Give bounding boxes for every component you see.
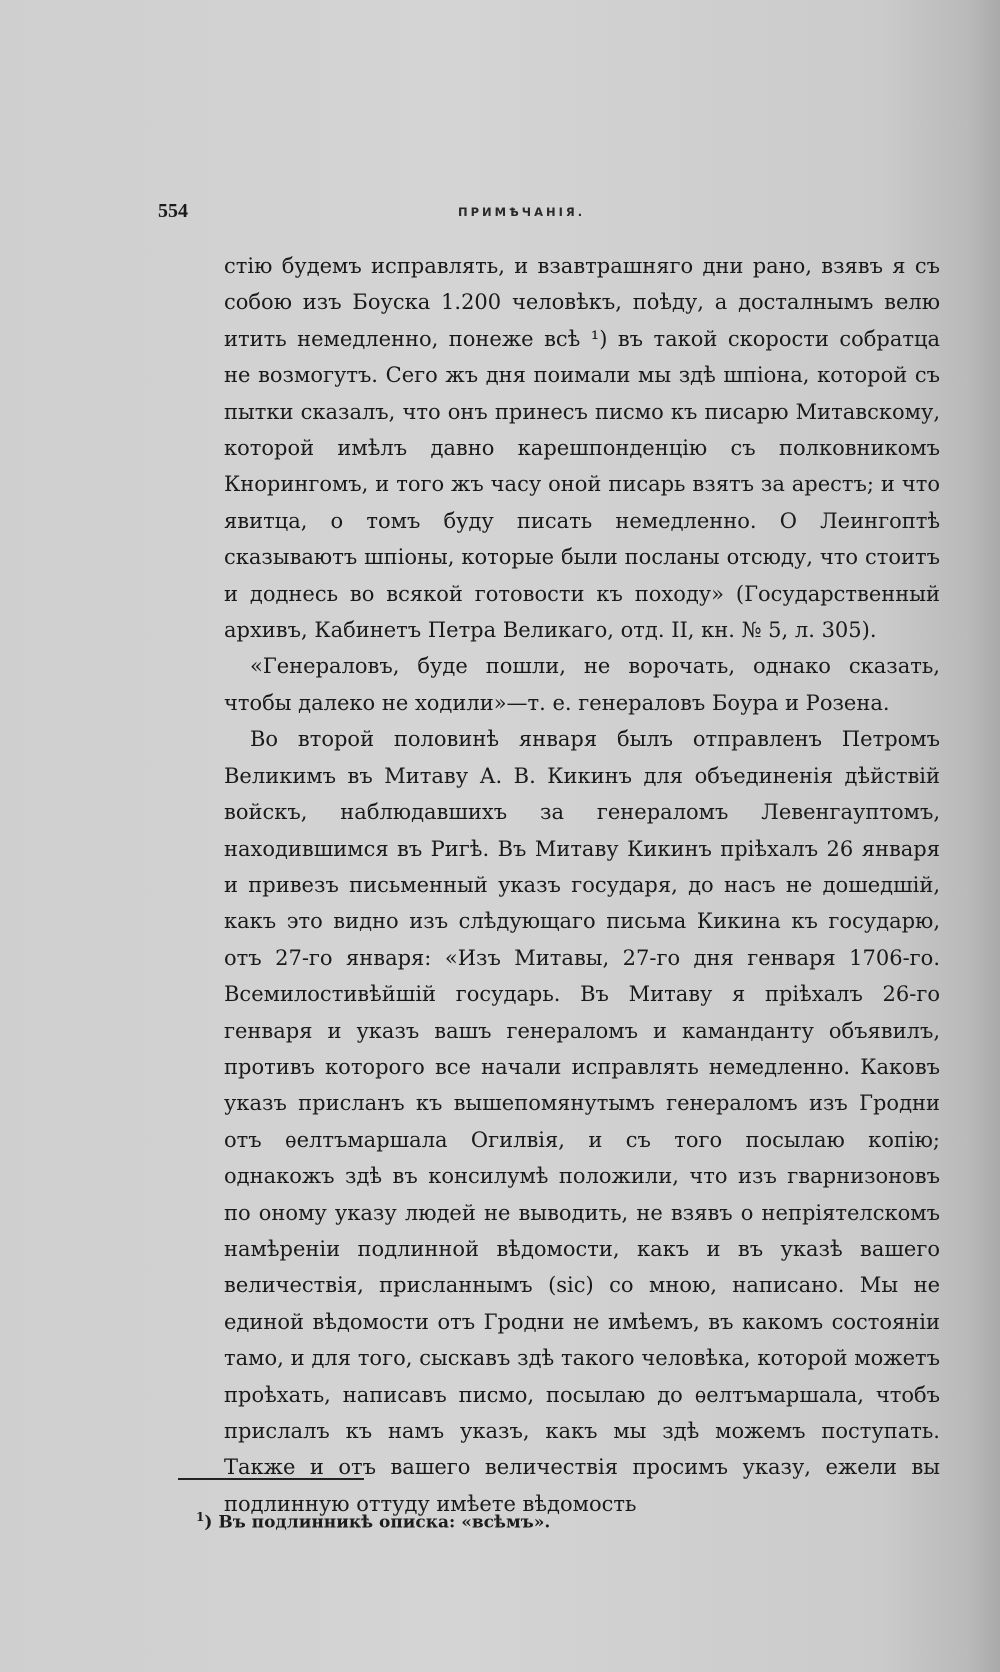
footnote-text: ) Въ подлинникѣ описка: «всѣмъ». [204, 1512, 551, 1533]
page-number: 554 [158, 200, 188, 222]
paragraph-quote: «Генераловъ, буде пошли, не ворочать, однако сказать, чтобы далеко не ходили»—т. е. генераловъ Боура и Розена. [224, 654, 940, 715]
footnote [196, 1510, 896, 1533]
running-head: ПРИМѢЧАНІЯ. [458, 205, 586, 219]
body-text [224, 248, 940, 1522]
footnote-divider [178, 1478, 364, 1480]
page-header [158, 200, 878, 224]
paragraph-continuation: стію будемъ исправлять, и взавтрашняго дни рано, взявъ я съ собою изъ Боуска 1.200 человѣкъ, поѣду, а досталнымъ велю итить немедленно, понеже всѣ ¹) въ такой скорости собратца не возмогутъ. Сего жъ дня поимали мы здѣ шпіона, которой съ пытки сказалъ, что онъ принесъ писмо къ писарю Митавскому, которой имѣлъ давно карешпонденцію съ полковникомъ Кнорингомъ, и того жъ часу оной писарь взятъ за арестъ; и что явитца, о томъ буду писать немедленно. О Леингоптѣ сказываютъ шпіоны, которые были посланы отсюду, что стоитъ и доднесь во всякой готовости къ походу» (Государственный архивъ, Кабинетъ Петра Великаго, отд. II, кн. № 5, л. 305). [224, 254, 940, 643]
paragraph-main: Во второй половинѣ января былъ отправленъ Петромъ Великимъ въ Митаву А. В. Кикинъ для объединенія дѣйствій войскъ, наблюдавшихъ за генераломъ Левенгауптомъ, находившимся въ Ригѣ. Въ Митаву Кикинъ пріѣхалъ 26 января и привезъ письменный указъ государя, до насъ не дошедшій, какъ это видно изъ слѣдующаго письма Кикина къ государю, отъ 27-го января: «Изъ Митавы, 27-го дня генваря 1706-го. Всемилостивѣйшій государь. Въ Митаву я пріѣхалъ 26-го генваря и указъ вашъ генераломъ и каманданту объявилъ, противъ которого все начали исправлять немедленно. Каковъ указъ присланъ къ вышепомянутымъ генераломъ изъ Гродни отъ ѳелтъмаршала Огилвія, и съ того посылаю копію; однакожъ здѣ въ консилумѣ положили, что изъ гварнизоновъ по оному указу людей не выводить, не взявъ о непріятелскомъ намѣреніи подлинной вѣдомости, какъ и въ указѣ вашего величествія, присланнымъ (sic) со мною, написано. Мы не единой вѣдомости отъ Гродни не имѣемъ, въ какомъ состояніи тамо, и для того, сыскавъ здѣ такого человѣка, которой можетъ проѣхать, написавъ писмо, посылаю до ѳелтъмаршала, чтобъ прислалъ къ намъ указъ, какъ мы здѣ можемъ поступать. Также и отъ вашего величествія просимъ указу, ежели вы подлинную оттуду имѣете вѣдомость [224, 727, 940, 1516]
footnote-marker: 1 [196, 1510, 205, 1524]
